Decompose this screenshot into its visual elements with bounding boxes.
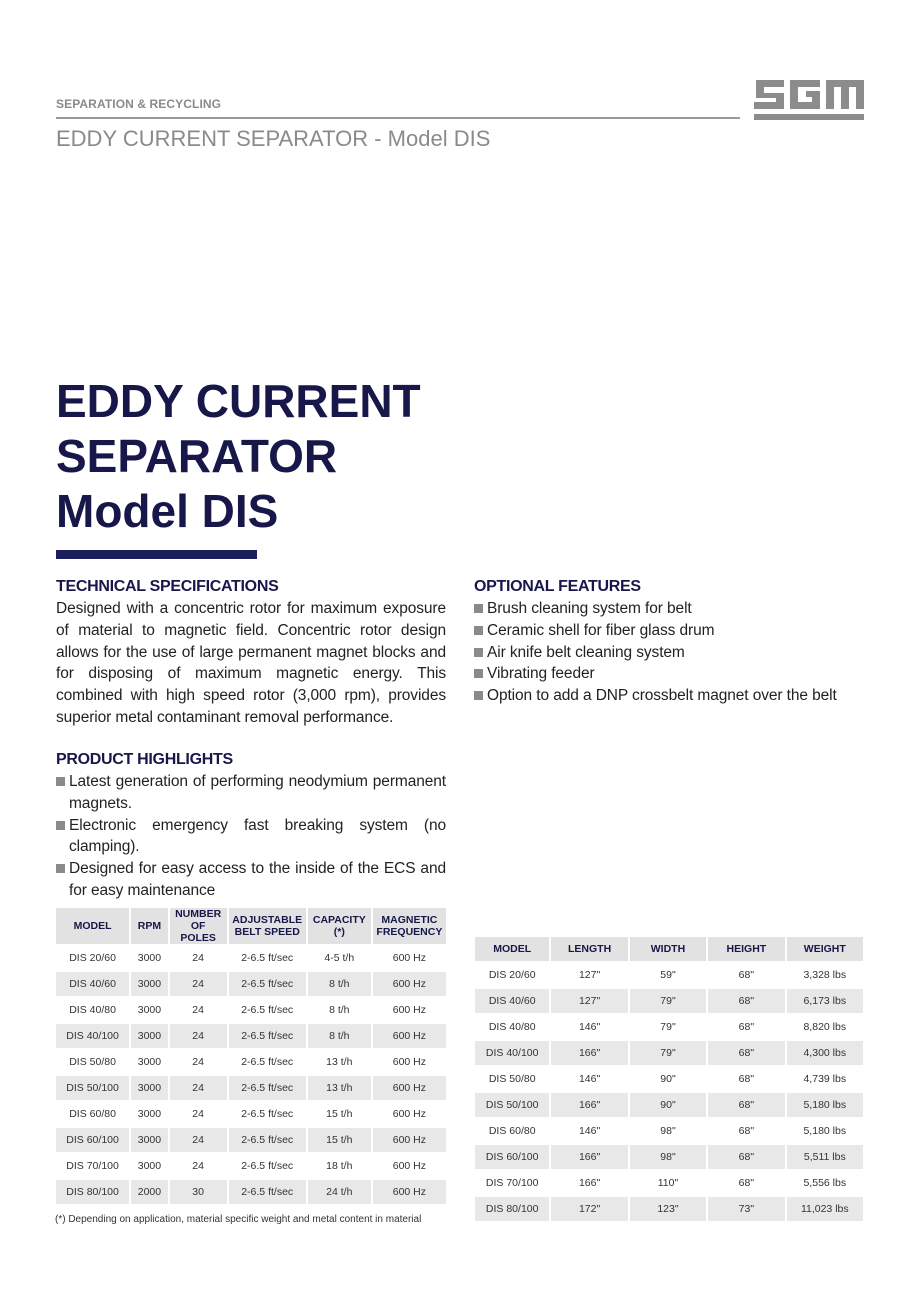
table-cell: DIS 60/80	[488, 1125, 536, 1137]
column-header: MODEL	[56, 908, 129, 944]
table-cell: 8 t/h	[308, 972, 371, 996]
table-cell: 600 Hz	[392, 1108, 427, 1120]
table-cell: 73"	[708, 1197, 784, 1221]
column-header: WIDTH	[630, 937, 706, 961]
column-header: MAGNETIC FREQUENCY	[373, 908, 446, 944]
table-cell: 5,180 lbs	[787, 1093, 863, 1117]
table-cell: DIS 40/80	[69, 1004, 116, 1016]
column-header: NUMBER OF POLES	[170, 908, 227, 944]
optional-features-list	[474, 598, 894, 707]
table-cell: 24 t/h	[308, 1180, 371, 1204]
table-cell: 600 Hz	[373, 1180, 446, 1204]
table-cell: 600 Hz	[392, 1056, 427, 1068]
highlights-list	[56, 771, 446, 902]
table-cell: DIS 70/100	[66, 1160, 119, 1172]
table-cell: 68"	[708, 1145, 784, 1169]
table-cell: 79"	[630, 1041, 706, 1065]
table-cell: 600 Hz	[392, 952, 427, 964]
table-cell: 68"	[738, 1177, 755, 1189]
table-cell: DIS 40/80	[488, 1021, 536, 1033]
table-cell: 24	[192, 952, 204, 964]
table-cell: 2-6.5 ft/sec	[229, 1128, 306, 1152]
table-cell: 18 t/h	[326, 1160, 353, 1172]
table-cell: 24	[170, 1128, 227, 1152]
table-cell: 68"	[738, 1125, 755, 1137]
table-cell: 5,180 lbs	[803, 1125, 847, 1137]
column-header: WEIGHT	[787, 937, 863, 961]
table-cell: DIS 40/100	[56, 1024, 129, 1048]
table-cell: 5,511 lbs	[787, 1145, 863, 1169]
column-header: MODEL	[475, 937, 549, 961]
table-cell: 68"	[708, 1041, 784, 1065]
table-cell: 600 Hz	[373, 1024, 446, 1048]
table-cell: 30	[170, 1180, 227, 1204]
list-item-text: Vibrating feeder	[487, 665, 595, 683]
table-cell: DIS 50/100	[475, 1093, 549, 1117]
table-row	[475, 963, 863, 987]
category-label: SEPARATION & RECYCLING	[56, 97, 222, 111]
table-cell: 59"	[660, 969, 676, 981]
table-cell: DIS 50/100	[56, 1076, 129, 1100]
list-item-text: Air knife belt cleaning system	[487, 643, 685, 661]
sgm-logo	[752, 74, 866, 122]
technical-specifications-text: Designed with a concentric rotor for maximum exposure of material to magnetic field. Concentric rotor design allows for the use of large permanent magnet blocks and for disposing of maximum magnetic energy. This combined with high speed rotor (3,000 rpm), provides superior metal contaminant removal performance.	[56, 600, 446, 726]
list-item-text: Brush cleaning system for belt	[487, 600, 692, 617]
table-cell: 98"	[630, 1145, 706, 1169]
performance-table	[54, 906, 448, 1206]
list-item	[474, 685, 894, 707]
table-cell: 2-6.5 ft/sec	[229, 1024, 306, 1048]
table-cell: 600 Hz	[392, 1160, 427, 1172]
table-row	[56, 946, 446, 970]
table-row	[475, 1171, 863, 1195]
table-cell: 3000	[131, 1076, 168, 1100]
list-item	[474, 620, 894, 642]
list-item	[56, 771, 446, 815]
table-cell: 68"	[738, 1021, 755, 1033]
table-cell: 15 t/h	[326, 1108, 353, 1120]
bullet-square-icon	[474, 626, 483, 635]
page-subtitle: EDDY CURRENT SEPARATOR - Model DIS	[56, 126, 491, 151]
bullet-square-icon	[474, 648, 483, 657]
table-cell: 3000	[131, 1128, 168, 1152]
table-cell: 2-6.5 ft/sec	[229, 1076, 306, 1100]
table-row	[475, 1067, 863, 1091]
main-title-line: Model DIS	[56, 485, 279, 537]
table-cell: 8 t/h	[308, 1024, 371, 1048]
table-row	[475, 1093, 863, 1117]
list-item-text: Designed for easy access to the inside of the ECS and for easy maintenance	[69, 860, 446, 899]
main-title-line: EDDY CURRENT	[56, 375, 421, 427]
table-cell: 600 Hz	[373, 1076, 446, 1100]
title-accent-bar	[56, 550, 257, 559]
table-cell: DIS 80/100	[475, 1197, 549, 1221]
table-cell: 2-6.5 ft/sec	[241, 1056, 294, 1068]
table-cell: 146"	[578, 1073, 601, 1085]
bullet-square-icon	[56, 821, 65, 830]
table-cell: 4,300 lbs	[787, 1041, 863, 1065]
list-item-text: Option to add a DNP crossbelt magnet over the belt	[487, 687, 837, 705]
table-cell: 166"	[551, 1145, 627, 1169]
table-row	[475, 989, 863, 1013]
table-row	[475, 1119, 863, 1143]
table-cell: DIS 60/100	[56, 1128, 129, 1152]
table-row	[56, 1050, 446, 1074]
product-highlights-heading: PRODUCT HIGHLIGHTS	[56, 751, 233, 768]
table-cell: 98"	[660, 1125, 676, 1137]
table-cell: 2000	[131, 1180, 168, 1204]
list-item-text: Electronic emergency fast breaking system (no clamping).	[69, 816, 446, 856]
table-cell: DIS 60/100	[475, 1145, 549, 1169]
table-cell: 166"	[578, 1177, 601, 1189]
table-cell: 24	[192, 1160, 204, 1172]
table-row	[475, 1041, 863, 1065]
column-header: LENGTH	[551, 937, 627, 961]
table-row	[56, 1180, 446, 1204]
table-cell: 600 Hz	[373, 1128, 446, 1152]
table-cell: DIS 70/100	[485, 1177, 539, 1189]
table-cell: 172"	[551, 1197, 627, 1221]
table-cell: 24	[170, 1024, 227, 1048]
table-cell: 68"	[738, 969, 755, 981]
table-cell: 2-6.5 ft/sec	[241, 1108, 294, 1120]
table-cell: 3000	[137, 952, 162, 964]
table-cell: 68"	[708, 989, 784, 1013]
table-cell: 13 t/h	[326, 1056, 353, 1068]
table-row	[56, 1102, 446, 1126]
bullet-square-icon	[56, 864, 65, 873]
table-cell: 3000	[131, 1024, 168, 1048]
table-cell: 146"	[578, 1125, 601, 1137]
table-cell: 2-6.5 ft/sec	[229, 1180, 306, 1204]
table-cell: 8 t/h	[329, 1004, 350, 1016]
list-item	[474, 663, 894, 685]
bullet-square-icon	[474, 691, 483, 700]
column-header: HEIGHT	[708, 937, 784, 961]
table-row	[475, 1015, 863, 1039]
table-cell: DIS 50/80	[69, 1056, 116, 1068]
table-row	[56, 972, 446, 996]
table-cell: DIS 40/60	[56, 972, 129, 996]
table-cell: 5,556 lbs	[803, 1177, 847, 1189]
table-cell: 127"	[578, 969, 601, 981]
table-cell: 4,739 lbs	[803, 1073, 847, 1085]
bullet-square-icon	[474, 669, 483, 678]
table-cell: 90"	[630, 1093, 706, 1117]
technical-specifications-heading: TECHNICAL SPECIFICATIONS	[56, 578, 279, 595]
table-cell: 8,820 lbs	[803, 1021, 847, 1033]
table-cell: 123"	[630, 1197, 706, 1221]
table-header-row	[56, 908, 446, 944]
table-cell: DIS 20/60	[69, 952, 116, 964]
table-footnote: (*) Depending on application, material specific weight and metal content in material	[55, 1214, 422, 1225]
table-cell: DIS 40/100	[475, 1041, 549, 1065]
table-cell: 2-6.5 ft/sec	[229, 972, 306, 996]
table-cell: 600 Hz	[392, 1004, 427, 1016]
table-cell: 4-5 t/h	[324, 952, 355, 964]
table-row	[56, 1076, 446, 1100]
list-item-text: Latest generation of performing neodymium permanent magnets.	[69, 773, 446, 812]
table-cell: 146"	[578, 1021, 601, 1033]
column-header: ADJUSTABLE BELT SPEED	[229, 908, 306, 944]
table-cell: 79"	[660, 1021, 676, 1033]
table-cell: 166"	[551, 1093, 627, 1117]
main-title-line: SEPARATOR	[56, 430, 338, 482]
optional-features-heading: OPTIONAL FEATURES	[474, 578, 641, 595]
table-cell: 3000	[137, 1056, 162, 1068]
table-cell: DIS 60/80	[69, 1108, 116, 1120]
table-cell: 166"	[551, 1041, 627, 1065]
bullet-square-icon	[56, 777, 65, 786]
table-row	[56, 1128, 446, 1152]
table-cell: 2-6.5 ft/sec	[241, 1160, 294, 1172]
table-row	[56, 1024, 446, 1048]
table-cell: 11,023 lbs	[787, 1197, 863, 1221]
list-item	[56, 815, 446, 859]
table-cell: 79"	[630, 989, 706, 1013]
list-item	[56, 858, 446, 902]
table-cell: 3000	[137, 1160, 162, 1172]
table-cell: 24	[170, 1076, 227, 1100]
main-title	[56, 374, 421, 539]
table-cell: 13 t/h	[308, 1076, 371, 1100]
table-cell: 15 t/h	[308, 1128, 371, 1152]
table-cell: DIS 80/100	[56, 1180, 129, 1204]
table-cell: 24	[192, 1056, 204, 1068]
table-header-row	[475, 937, 863, 961]
table-cell: DIS 40/60	[475, 989, 549, 1013]
table-cell: DIS 20/60	[488, 969, 536, 981]
table-cell: DIS 50/80	[488, 1073, 536, 1085]
table-row	[56, 998, 446, 1022]
header-divider	[56, 117, 740, 119]
list-item-text: Ceramic shell for fiber glass drum	[487, 621, 715, 639]
table-cell: 3,328 lbs	[803, 969, 847, 981]
table-cell: 3000	[137, 1004, 162, 1016]
table-cell: 90"	[660, 1073, 676, 1085]
table-cell: 6,173 lbs	[787, 989, 863, 1013]
column-header: RPM	[131, 908, 168, 944]
list-item	[474, 598, 894, 620]
table-row	[56, 1154, 446, 1178]
table-cell: 127"	[551, 989, 627, 1013]
table-row	[475, 1145, 863, 1169]
table-cell: 110"	[657, 1177, 679, 1189]
table-cell: 24	[192, 1004, 204, 1016]
table-cell: 68"	[708, 1093, 784, 1117]
table-cell: 68"	[738, 1073, 755, 1085]
table-cell: 3000	[137, 1108, 162, 1120]
table-cell: 3000	[131, 972, 168, 996]
table-cell: 2-6.5 ft/sec	[241, 1004, 294, 1016]
dimensions-table	[473, 935, 865, 1223]
list-item	[474, 642, 894, 664]
table-cell: 2-6.5 ft/sec	[241, 952, 294, 964]
table-cell: 24	[170, 972, 227, 996]
table-row	[475, 1197, 863, 1221]
table-cell: 600 Hz	[373, 972, 446, 996]
column-header: CAPACITY (*)	[308, 908, 371, 944]
bullet-square-icon	[474, 604, 483, 613]
table-cell: 24	[192, 1108, 204, 1120]
